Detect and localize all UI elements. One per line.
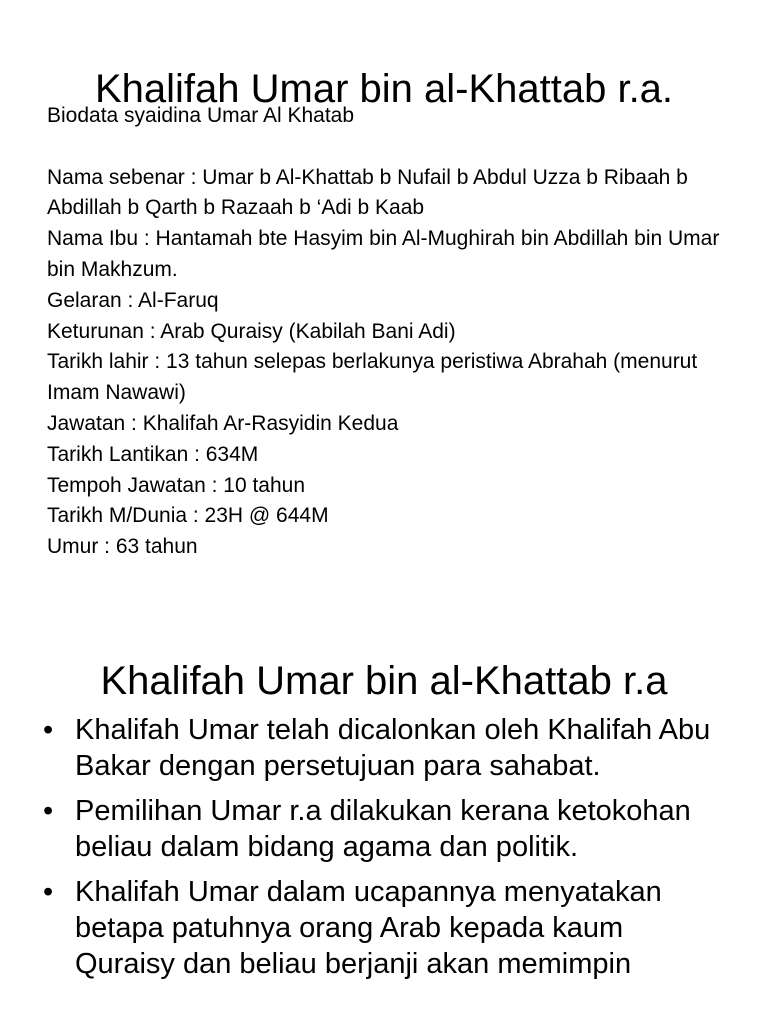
biodata-line: Nama sebenar : Umar b Al-Khattab b Nufail b Abdul Uzza b Ribaah b Abdillah b Qarth b Razaah b ‘Adi b Kaab — [47, 165, 688, 220]
bullet-list — [43, 712, 723, 991]
biodata-line: Tarikh M/Dunia : 23H @ 644M — [47, 504, 329, 528]
bullet-icon: • — [43, 714, 54, 746]
bullet-icon: • — [43, 795, 54, 827]
bullet-text: Pemilihan Umar r.a dilakukan kerana ketokohan beliau dalam bidang agama dan politik. — [75, 795, 691, 863]
biodata-line: Umur : 63 tahun — [47, 535, 198, 559]
bullet-text: Khalifah Umar dalam ucapannya menyatakan betapa patuhnya orang Arab kepada kaum Quraisy dan beliau berjanji akan memimpin — [75, 876, 662, 980]
bullet-item — [43, 793, 723, 865]
biodata-line: Tarikh lahir : 13 tahun selepas berlakunya peristiwa Abrahah (menurut Imam Nawawi) — [47, 350, 698, 405]
biodata-line: Jawatan : Khalifah Ar-Rasyidin Kedua — [47, 411, 399, 435]
slide-title: Khalifah Umar bin al-Khattab r.a. — [94, 66, 674, 111]
blank-line — [47, 132, 737, 163]
biodata-line: Tarikh Lantikan : 634M — [47, 442, 259, 466]
biodata-list — [47, 163, 737, 563]
bullet-item — [43, 712, 723, 784]
biodata-line: Tempoh Jawatan : 10 tahun — [47, 473, 306, 497]
slide-title: Khalifah Umar bin al-Khattab r.a — [100, 659, 668, 704]
bullet-icon: • — [43, 876, 54, 908]
biodata-line: Keturunan : Arab Quraisy (Kabilah Bani Adi) — [47, 319, 456, 343]
summary-slide — [0, 585, 768, 1024]
biodata-section — [47, 101, 737, 563]
biodata-line: Nama Ibu : Hantamah bte Hasyim bin Al-Mughirah bin Abdillah bin Umar bin Makhzum. — [47, 227, 720, 281]
bullet-text: Khalifah Umar telah dicalonkan oleh Khalifah Abu Bakar dengan persetujuan para sahabat. — [75, 714, 711, 782]
bullet-item — [43, 874, 723, 982]
biodata-line: Gelaran : Al-Faruq — [47, 288, 219, 312]
biodata-subtitle: Biodata syaidina Umar Al Khatab — [47, 104, 355, 127]
